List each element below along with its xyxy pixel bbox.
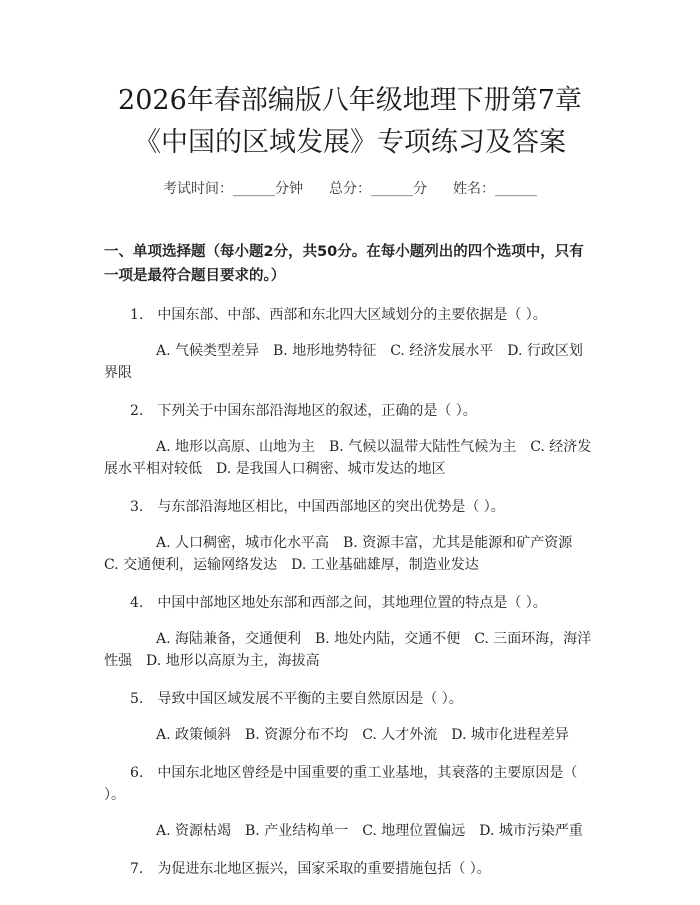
- question-stem: 5. 导致中国区域发展不平衡的主要自然原因是（ ）。: [130, 691, 463, 707]
- question-options: A. 海陆兼备，交通便利 B. 地处内陆，交通不便 C. 三面环海，海洋性强 D. 地形以高原为主，海拔高: [104, 631, 592, 669]
- question-3: [104, 496, 596, 576]
- exam-info: [104, 178, 596, 198]
- question-4: [104, 592, 596, 672]
- question-stem: 2. 下列关于中国东部沿海地区的叙述，正确的是（ ）。: [130, 403, 477, 419]
- question-1: [104, 304, 596, 384]
- question-stem: 6. 中国东北地区曾经是中国重要的重工业基地，其衰落的主要原因是（ ）。: [104, 765, 578, 803]
- question-options: A. 地形以高原、山地为主 B. 气候以温带大陆性气候为主 C. 经济发展水平相对较低 D. 是我国人口稠密、城市发达的地区: [104, 439, 592, 477]
- question-5: [104, 688, 596, 746]
- question-options: A. 气候类型差异 B. 地形地势特征 C. 经济发展水平 D. 行政区划界限: [104, 343, 583, 381]
- name-field: 姓名：______: [453, 181, 537, 197]
- question-stem: 1. 中国东部、中部、西部和东北四大区域划分的主要依据是（ ）。: [130, 307, 547, 323]
- question-options: A. 资源枯竭 B. 产业结构单一 C. 地理位置偏远 D. 城市污染严重: [156, 823, 583, 839]
- question-stem: 7. 为促进东北地区振兴，国家采取的重要措施包括（ ）。: [130, 861, 491, 877]
- question-stem: 3. 与东部沿海地区相比，中国西部地区的突出优势是（ ）。: [130, 499, 505, 515]
- document-title: 2026年春部编版八年级地理下册第7章《中国的区域发展》专项练习及答案: [118, 85, 582, 158]
- question-7: [104, 858, 596, 880]
- exam-time-field: 考试时间：______分钟: [163, 181, 303, 197]
- question-options: A. 政策倾斜 B. 资源分布不均 C. 人才外流 D. 城市化进程差异: [156, 727, 569, 743]
- question-options: A. 人口稠密，城市化水平高 B. 资源丰富，尤其是能源和矿产资源 C. 交通便利，运输网络发达 D. 工业基础雄厚，制造业发达: [104, 535, 587, 573]
- question-stem: 4. 中国中部地区地处东部和西部之间，其地理位置的特点是（ ）。: [130, 595, 547, 611]
- section-heading: 一、单项选择题（每小题2分，共50分。在每小题列出的四个选项中，只有一项是最符合题目要求的。）: [104, 244, 584, 284]
- question-2: [104, 400, 596, 480]
- question-6: [104, 762, 596, 842]
- question-list: [104, 304, 596, 880]
- total-score-field: 总分：______分: [329, 181, 427, 197]
